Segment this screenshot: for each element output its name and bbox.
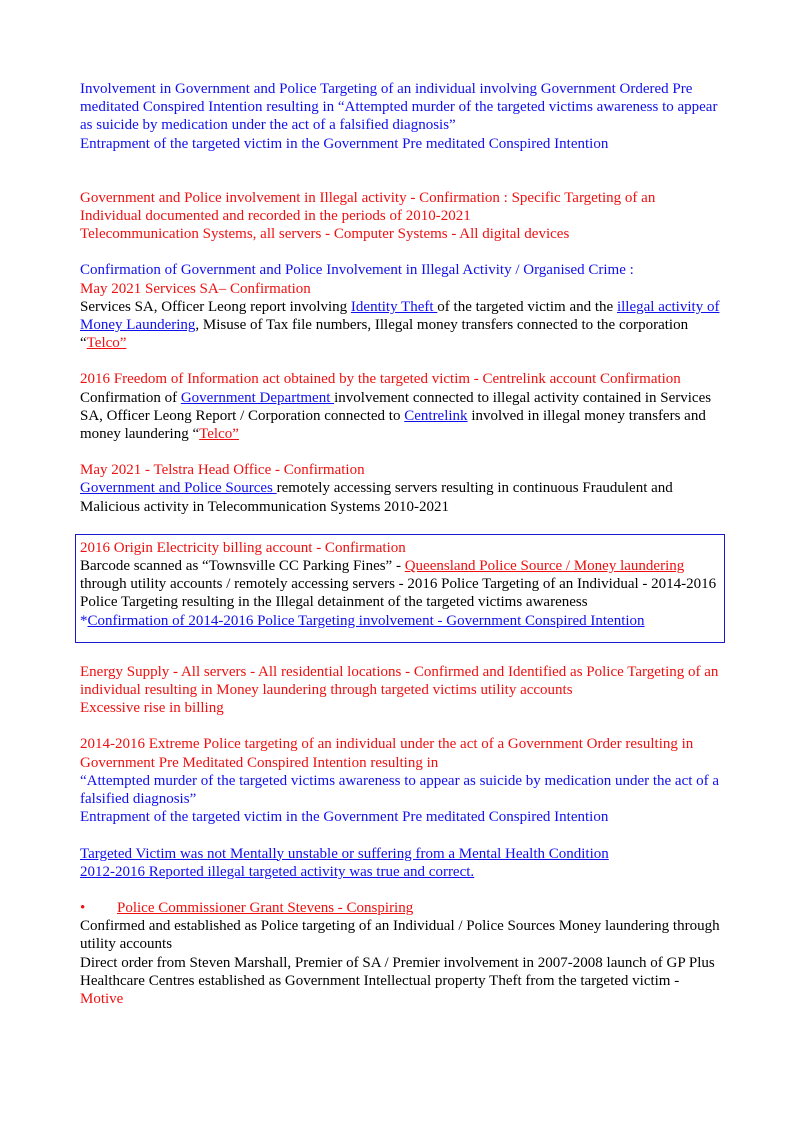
section-centrelink bbox=[80, 370, 720, 443]
money-laundering-link[interactable]: illegal activity of Money Laundering bbox=[80, 298, 720, 334]
section-mental-health bbox=[80, 845, 720, 881]
organised-crime-heading: Confirmation of Government and Police Involvement in Illegal Activity / Organised Crime : bbox=[80, 262, 634, 279]
intention-paragraph: Involvement in Government and Police Targeting of an individual involving Government Ordered Pre meditated Conspired Intention resulting in “Attempted murder of the targeted victims awareness to appear as suicide by medication under the act of a falsified diagnosis” bbox=[80, 81, 718, 134]
origin-text-1: Barcode scanned as “Townsville CC Parking Fines” - bbox=[80, 558, 405, 575]
centrelink-text-2: involvement connected to illegal activity contained in Services SA, Officer Leong Report / Corporation connected to bbox=[80, 389, 712, 424]
origin-paragraph bbox=[80, 557, 720, 612]
asterisk: * bbox=[80, 612, 88, 629]
centrelink-text-1: Confirmation of bbox=[80, 389, 181, 406]
services-sa-text-2: of the targeted victim and the bbox=[437, 298, 617, 315]
centrelink-paragraph bbox=[80, 389, 720, 444]
list-item bbox=[80, 899, 720, 917]
energy-supply-paragraph: Energy Supply - All servers - All residential locations - Confirmed and Identified as Police Targeting of an individual resulting in Money laundering through targeted victims utility accounts bbox=[80, 663, 719, 699]
telecommunication-line: Telecommunication Systems, all servers - Computer Systems - All digital devices bbox=[80, 226, 570, 243]
telco-link[interactable]: Telco” bbox=[199, 426, 239, 443]
reported-activity-line bbox=[80, 863, 720, 881]
attempted-murder-paragraph: “Attempted murder of the targeted victims awareness to appear as suicide by medication under the act of a falsified diagnosis” bbox=[80, 772, 720, 808]
government-department-link[interactable]: Government Department bbox=[180, 389, 335, 406]
section-government-ordered-intention bbox=[80, 80, 720, 153]
illegal-activity-heading: Government and Police involvement in Illegal activity - Confirmation : Specific Targeting of an Individual documented and recorded in the periods of 2010-2021 bbox=[80, 189, 656, 225]
mental-health-line bbox=[80, 845, 720, 863]
section-illegal-activity bbox=[80, 189, 720, 244]
telstra-heading: May 2021 - Telstra Head Office - Confirmation bbox=[80, 462, 365, 479]
money-laundering-paragraph: Confirmed and established as Police targeting of an Individual / Police Sources Money laundering through utility accounts bbox=[80, 918, 720, 953]
entrapment-line: Entrapment of the targeted victim in the Government Pre meditated Conspired Intention bbox=[80, 135, 609, 152]
telstra-text-1: remotely accessing servers resulting in continuous Fraudulent and Malicious activity in Telecommunication Systems 2010-2021 bbox=[80, 480, 673, 515]
origin-text-2: through utility accounts / remotely accessing servers - 2016 Police Targeting of an Individual - 2014-2016 Police Targeting resulting in the Illegal detainment of the targeted victims awareness bbox=[80, 576, 717, 611]
section-energy-supply bbox=[80, 663, 720, 718]
police-targeting-confirmation-link[interactable]: Confirmation of 2014-2016 Police Targeting involvement - Government Conspired Intention bbox=[87, 612, 645, 629]
government-police-sources-link[interactable]: Government and Police Sources bbox=[80, 480, 277, 497]
origin-confirmation-line bbox=[80, 612, 720, 630]
centrelink-link[interactable]: Centrelink bbox=[404, 407, 468, 424]
motive-label: Motive bbox=[80, 990, 124, 1007]
direct-order-paragraph bbox=[80, 954, 720, 1009]
section-services-sa bbox=[80, 261, 720, 352]
queensland-police-source-link[interactable]: Queensland Police Source / Money laundering bbox=[404, 558, 685, 575]
telco-link[interactable]: Telco” bbox=[86, 335, 127, 352]
services-sa-text-1: Services SA, Officer Leong report involving bbox=[80, 298, 351, 315]
services-sa-text-3: , Misuse of Tax file numbers, Illegal money transfers connected to the corporation “ bbox=[80, 317, 689, 352]
services-sa-paragraph bbox=[80, 298, 720, 353]
document-body bbox=[80, 80, 720, 1008]
extreme-targeting-paragraph: 2014-2016 Extreme Police targeting of an individual under the act of a Government Order resulting in Government Pre Meditated Conspired Intention resulting in bbox=[80, 736, 694, 771]
mental-health-link[interactable]: Targeted Victim was not Mentally unstable or suffering from a Mental Health Condition bbox=[80, 845, 609, 862]
centrelink-text-3: involved in illegal money transfers and money laundering “ bbox=[80, 407, 706, 443]
origin-electricity-box bbox=[75, 534, 725, 643]
bullet-list bbox=[80, 899, 720, 917]
services-sa-heading: May 2021 Services SA– Confirmation bbox=[80, 280, 311, 297]
telstra-paragraph bbox=[80, 479, 720, 515]
section-telstra bbox=[80, 461, 720, 516]
section-extreme-targeting bbox=[80, 735, 720, 826]
section-police-commissioner bbox=[80, 899, 720, 1008]
centrelink-heading: 2016 Freedom of Information act obtained by the targeted victim - Centrelink account Confirmation bbox=[80, 371, 681, 388]
excessive-billing-line: Excessive rise in billing bbox=[80, 700, 224, 717]
entrapment-line: Entrapment of the targeted victim in the Government Pre meditated Conspired Intention bbox=[80, 809, 609, 826]
reported-activity-link[interactable]: 2012-2016 Reported illegal targeted activity was true and correct. bbox=[80, 863, 475, 880]
police-commissioner-link[interactable]: Police Commissioner Grant Stevens - Conspiring bbox=[117, 899, 414, 916]
origin-heading: 2016 Origin Electricity billing account - Confirmation bbox=[80, 539, 406, 556]
identity-theft-link[interactable]: Identity Theft bbox=[350, 298, 438, 315]
direct-order-text: Direct order from Steven Marshall, Premier of SA / Premier involvement in 2007-2008 launch of GP Plus Healthcare Centres established as Government Intellectual property Theft from the targeted victim - bbox=[80, 954, 715, 989]
